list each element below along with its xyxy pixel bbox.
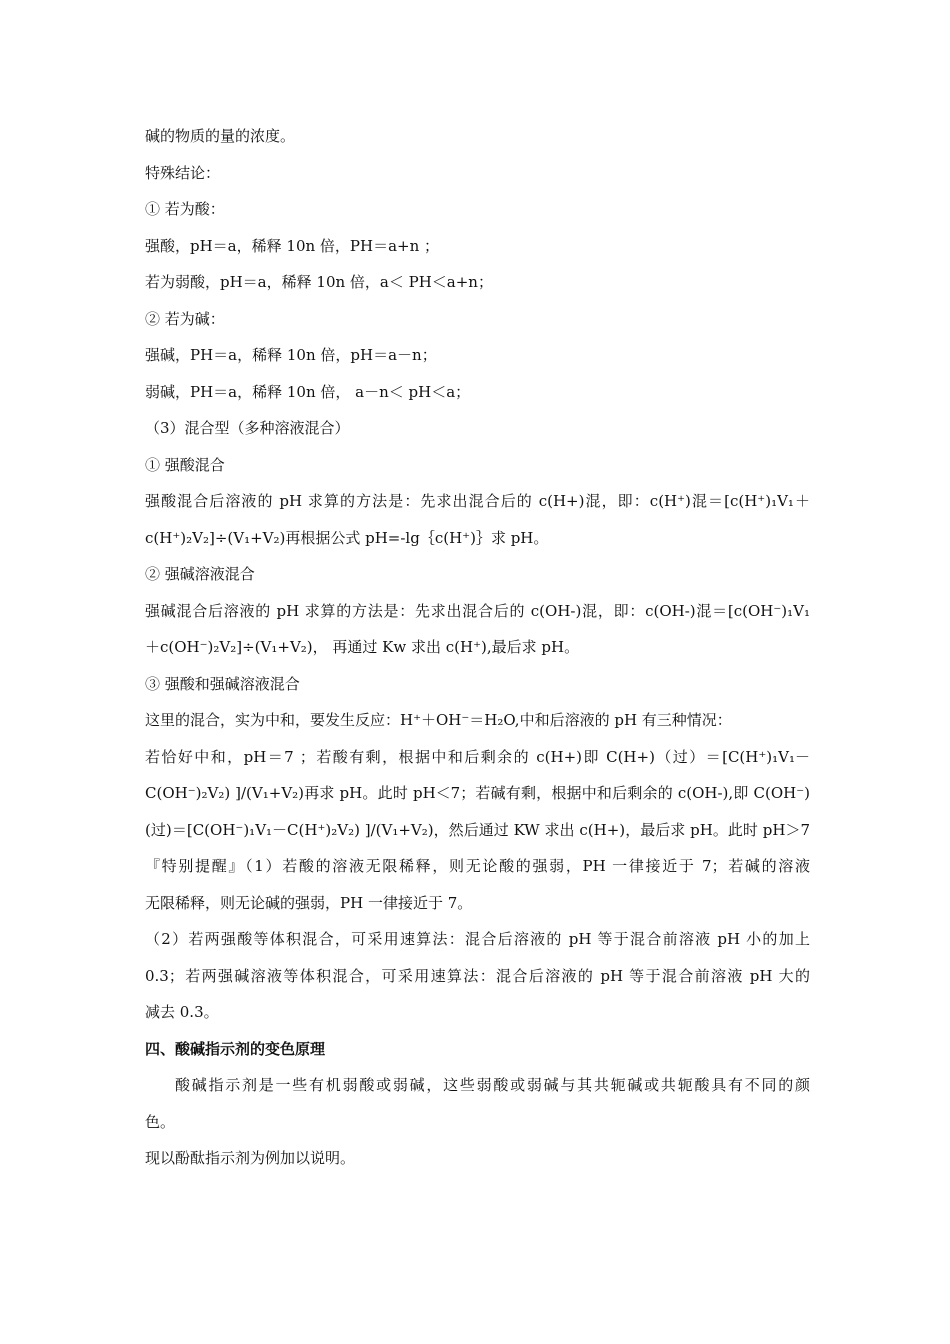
- text-line: 减去 0.3。: [145, 1003, 219, 1021]
- text-line: 这里的混合，实为中和，要发生反应：H⁺＋OH⁻＝H₂O,中和后溶液的 pH 有三种情况：: [145, 711, 732, 729]
- text-line: 强酸，pH＝a，稀释 10n 倍，PH＝a+n ；: [145, 236, 440, 255]
- text-line: （2）若两强酸等体积混合，可采用速算法：混合后溶液的 pH 等于混合前溶液 pH 小的加上: [145, 930, 810, 948]
- text-line: ② 强碱溶液混合: [145, 565, 255, 583]
- text-line: 现以酚酞指示剂为例加以说明。: [145, 1149, 356, 1167]
- text-line: 0.3；若两强碱溶液等体积混合，可采用速算法：混合后溶液的 pH 等于混合前溶液 pH 大的: [145, 966, 810, 985]
- text-line: 若为弱酸，pH＝a，稀释 10n 倍，a＜ PH＜a+n；: [145, 273, 493, 291]
- text-line: ① 若为酸：: [145, 200, 225, 218]
- text-line: 特殊结论：: [145, 163, 221, 182]
- document-body: [145, 118, 810, 1177]
- text-line: 强碱混合后溶液的 pH 求算的方法是：先求出混合后的 c(OH-)混，即：c(OH-)混＝[c(OH⁻)₁V₁: [145, 601, 810, 620]
- text-line: 弱碱，PH＝a，稀释 10n 倍， a－n＜ pH＜a；: [145, 382, 471, 401]
- text-line: 碱的物质的量的浓度。: [145, 127, 296, 145]
- text-line: 无限稀释，则无论碱的强弱，PH 一律接近于 7。: [145, 893, 473, 912]
- text-line: (过)＝[C(OH⁻)₁V₁－C(H⁺)₂V₂) ]/(V₁+V₂)，然后通过 KW 求出 c(H+)，最后求 pH。此时 pH＞7: [145, 820, 810, 839]
- text-line: 强碱，PH＝a，稀释 10n 倍，pH＝a－n；: [145, 346, 437, 364]
- text-line: 若恰好中和，pH＝7 ；若酸有剩，根据中和后剩余的 c(H+)即 C(H+)（过）＝[C(H⁺)₁V₁－: [145, 747, 810, 766]
- text-line: ② 若为碱：: [145, 309, 225, 328]
- text-line: （3）混合型（多种溶液混合）: [145, 419, 350, 437]
- text-line: 强酸混合后溶液的 pH 求算的方法是：先求出混合后的 c(H+)混，即：c(H⁺)混＝[c(H⁺)₁V₁＋: [145, 492, 810, 510]
- text-line: 色。: [145, 1112, 176, 1131]
- text-line: ＋c(OH⁻)₂V₂]÷(V₁+V₂)， 再通过 Kw 求出 c(H⁺),最后求 pH。: [145, 638, 580, 656]
- text-line: C(OH⁻)₂V₂) ]/(V₁+V₂)再求 pH。此时 pH＜7；若碱有剩，根据中和后剩余的 c(OH-),即 C(OH⁻): [145, 784, 810, 802]
- text-line: ③ 强酸和强碱溶液混合: [145, 674, 300, 693]
- text-line: ① 强酸混合: [145, 455, 225, 474]
- text-line: c(H⁺)₂V₂]÷(V₁+V₂)再根据公式 pH=-lg｛c(H⁺)｝求 pH。: [145, 528, 549, 547]
- text-line: 酸碱指示剂是一些有机弱酸或弱碱，这些弱酸或弱碱与其共轭碱或共轭酸具有不同的颜: [175, 1076, 810, 1094]
- section-heading: 四、酸碱指示剂的变色原理: [145, 1039, 326, 1058]
- text-line: 『特别提醒』（1）若酸的溶液无限稀释，则无论酸的强弱，PH 一律接近于 7；若碱的溶液: [145, 857, 810, 875]
